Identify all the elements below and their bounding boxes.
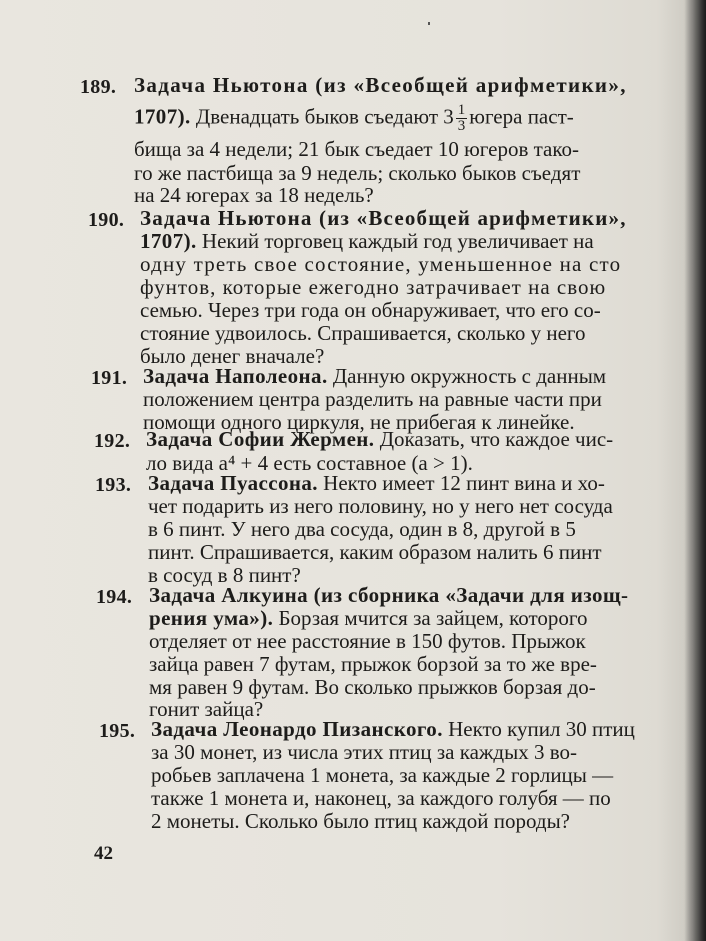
problem-line: помощи одного циркуля, не прибегая к линейке. xyxy=(143,410,575,434)
problem-line: за 30 монет, из числа этих птиц за каждых 3 во- xyxy=(151,740,577,764)
problem-number: 191. xyxy=(91,367,128,389)
problem-heading: рения ума»). xyxy=(149,606,274,630)
problem-text: Данную окружность с данным xyxy=(327,364,607,388)
problem-line: семью. Через три года он обнаруживает, что его со- xyxy=(140,298,601,322)
problem-heading: Задача Пуассона. xyxy=(148,471,318,495)
problem-line: в сосуд в 8 пинт? xyxy=(148,563,301,587)
problem-line xyxy=(149,583,628,607)
problem-heading-year: 1707). xyxy=(140,229,197,253)
problem-line: также 1 монета и, наконец, за каждого голубя — по xyxy=(151,786,611,810)
problem-line: зайца равен 7 футам, прыжок борзой за то же вре- xyxy=(149,652,597,676)
problem-line: было денег вначале? xyxy=(140,344,325,368)
problem-line: мя равен 9 футам. Во сколько прыжков борзая до- xyxy=(149,675,596,699)
problem-line: стояние удвоилось. Спрашивается, сколько у него xyxy=(140,321,586,345)
problem-heading: Задача Наполеона. xyxy=(143,364,328,388)
problem-line: одну треть свое состояние, уменьшенное на сто xyxy=(140,252,622,276)
problem-line xyxy=(143,364,606,388)
problem-line: робьев заплачена 1 монета, за каждые 2 горлицы — xyxy=(151,763,614,787)
problem-line xyxy=(148,471,605,495)
problem-number: 192. xyxy=(94,430,131,452)
problem-line: отделяет от нее расстояние в 150 футов. Прыжок xyxy=(149,629,586,653)
problem-text: Некто купил 30 птиц xyxy=(442,717,635,741)
problem-line: бища за 4 недели; 21 бык съедает 10 югеров тако- xyxy=(134,137,579,161)
problem-line xyxy=(134,103,574,134)
problem-text: Некий торговец каждый год увеличивает на xyxy=(196,229,594,253)
problem-line: в 6 пинт. У него два сосуда, один в 8, другой в 5 xyxy=(148,517,576,541)
problem-line: го же пастбища за 9 недель; сколько быков съедят xyxy=(134,161,581,185)
problem-number: 189. xyxy=(80,76,117,98)
problem-line xyxy=(140,206,627,230)
problem-line xyxy=(140,229,594,253)
problem-line xyxy=(149,606,588,630)
fraction xyxy=(456,103,468,134)
problem-number: 195. xyxy=(99,720,136,742)
problem-heading: Задача Ньютона (из «Всеобщей арифметики», xyxy=(140,206,627,230)
problem-line xyxy=(134,73,682,97)
problem-line: пинт. Спрашивается, каким образом налить 6 пинт xyxy=(148,540,602,564)
fraction-numerator: 1 xyxy=(457,102,466,118)
problem-line: положением центра разделить на равные части при xyxy=(143,387,602,411)
problem-text: Доказать, что каждое чис- xyxy=(374,427,614,451)
fraction-denominator: 3 xyxy=(457,118,466,134)
book-spine-shadow xyxy=(684,0,706,941)
problem-line: 2 монеты. Сколько было птиц каждой породы? xyxy=(151,809,570,833)
page-number: 42 xyxy=(94,843,113,864)
problem-text: югера паст- xyxy=(469,104,574,129)
problem-line: чет подарить из него половину, но у него нет сосуда xyxy=(148,494,613,518)
problem-heading: Задача Ньютона (из «Всеобщей арифметики», xyxy=(134,73,627,97)
problem-heading: Задача Алкуина (из сборника «Задачи для изощ- xyxy=(149,583,629,607)
problem-line: фунтов, которые ежегодно затрачивает на свою xyxy=(140,275,607,299)
problem-text: Некто имеет 12 пинт вина и хо- xyxy=(317,471,605,495)
problem-line: на 24 югерах за 18 недель? xyxy=(134,183,374,207)
problem-number: 190. xyxy=(88,209,125,231)
problem-number: 193. xyxy=(95,474,132,496)
problem-heading: Задача Леонардо Пизанского. xyxy=(151,717,443,741)
problem-text: Борзая мчится за зайцем, которого xyxy=(273,606,588,630)
problem-heading-year: 1707). xyxy=(134,104,191,129)
problem-heading: Задача Софии Жермен. xyxy=(146,427,375,451)
problem-line: ло вида a⁴ + 4 есть составное (a > 1). xyxy=(146,451,473,475)
problem-text: Двенадцать быков съедают 3 xyxy=(190,104,454,129)
print-speck xyxy=(428,22,430,25)
problem-number: 194. xyxy=(96,586,133,608)
problem-line xyxy=(151,717,635,741)
problem-line: гонит зайца? xyxy=(149,697,264,721)
problem-line xyxy=(146,427,613,451)
